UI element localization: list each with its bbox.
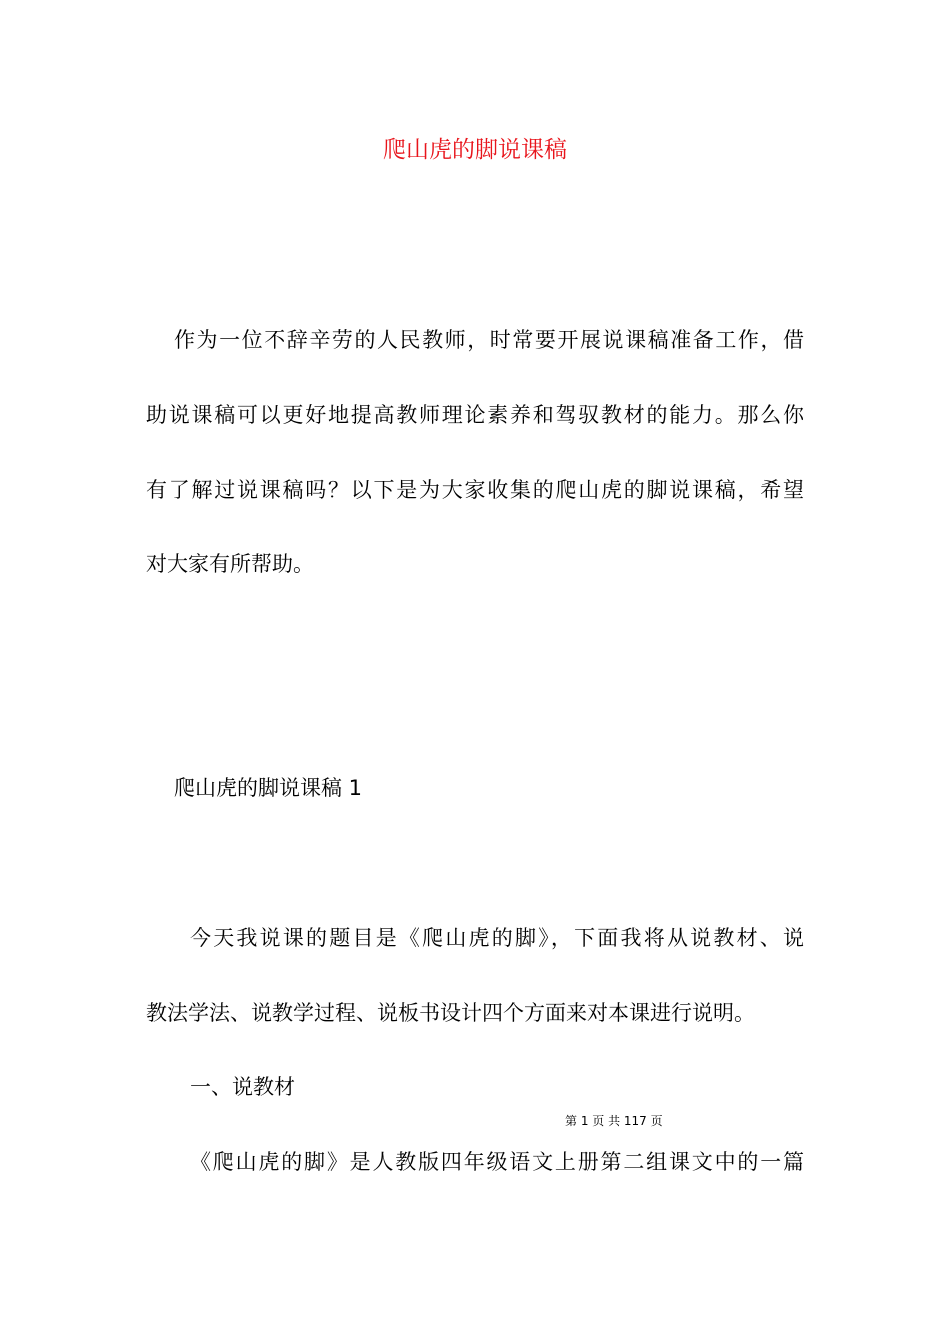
intro-line-4: 对大家有所帮助。 — [146, 552, 314, 576]
body-line-last: 《爬山虎的脚》是人教版四年级语文上册第二组课文中的一篇 — [190, 1150, 804, 1174]
document-title: 爬山虎的脚说课稿 — [383, 137, 567, 163]
body-line-1: 今天我说课的题目是《爬山虎的脚》，下面我将从说教材、说 — [190, 926, 804, 950]
body-line-2: 教法学法、说教学过程、说板书设计四个方面来对本课进行说明。 — [146, 1001, 755, 1025]
intro-line-2: 助说课稿可以更好地提高教师理论素养和驾驭教材的能力。那么你 — [146, 403, 804, 427]
section-title: 爬山虎的脚说课稿 1 — [174, 776, 363, 800]
intro-line-1: 作为一位不辞辛劳的人民教师，时常要开展说课稿准备工作，借 — [174, 328, 804, 352]
section-heading-teaching-material: 一、说教材 — [190, 1075, 295, 1099]
page-footer: 第 1 页 共 117 页 — [565, 1114, 663, 1128]
intro-line-3: 有了解过说课稿吗？以下是为大家收集的爬山虎的脚说课稿，希望 — [146, 478, 804, 502]
